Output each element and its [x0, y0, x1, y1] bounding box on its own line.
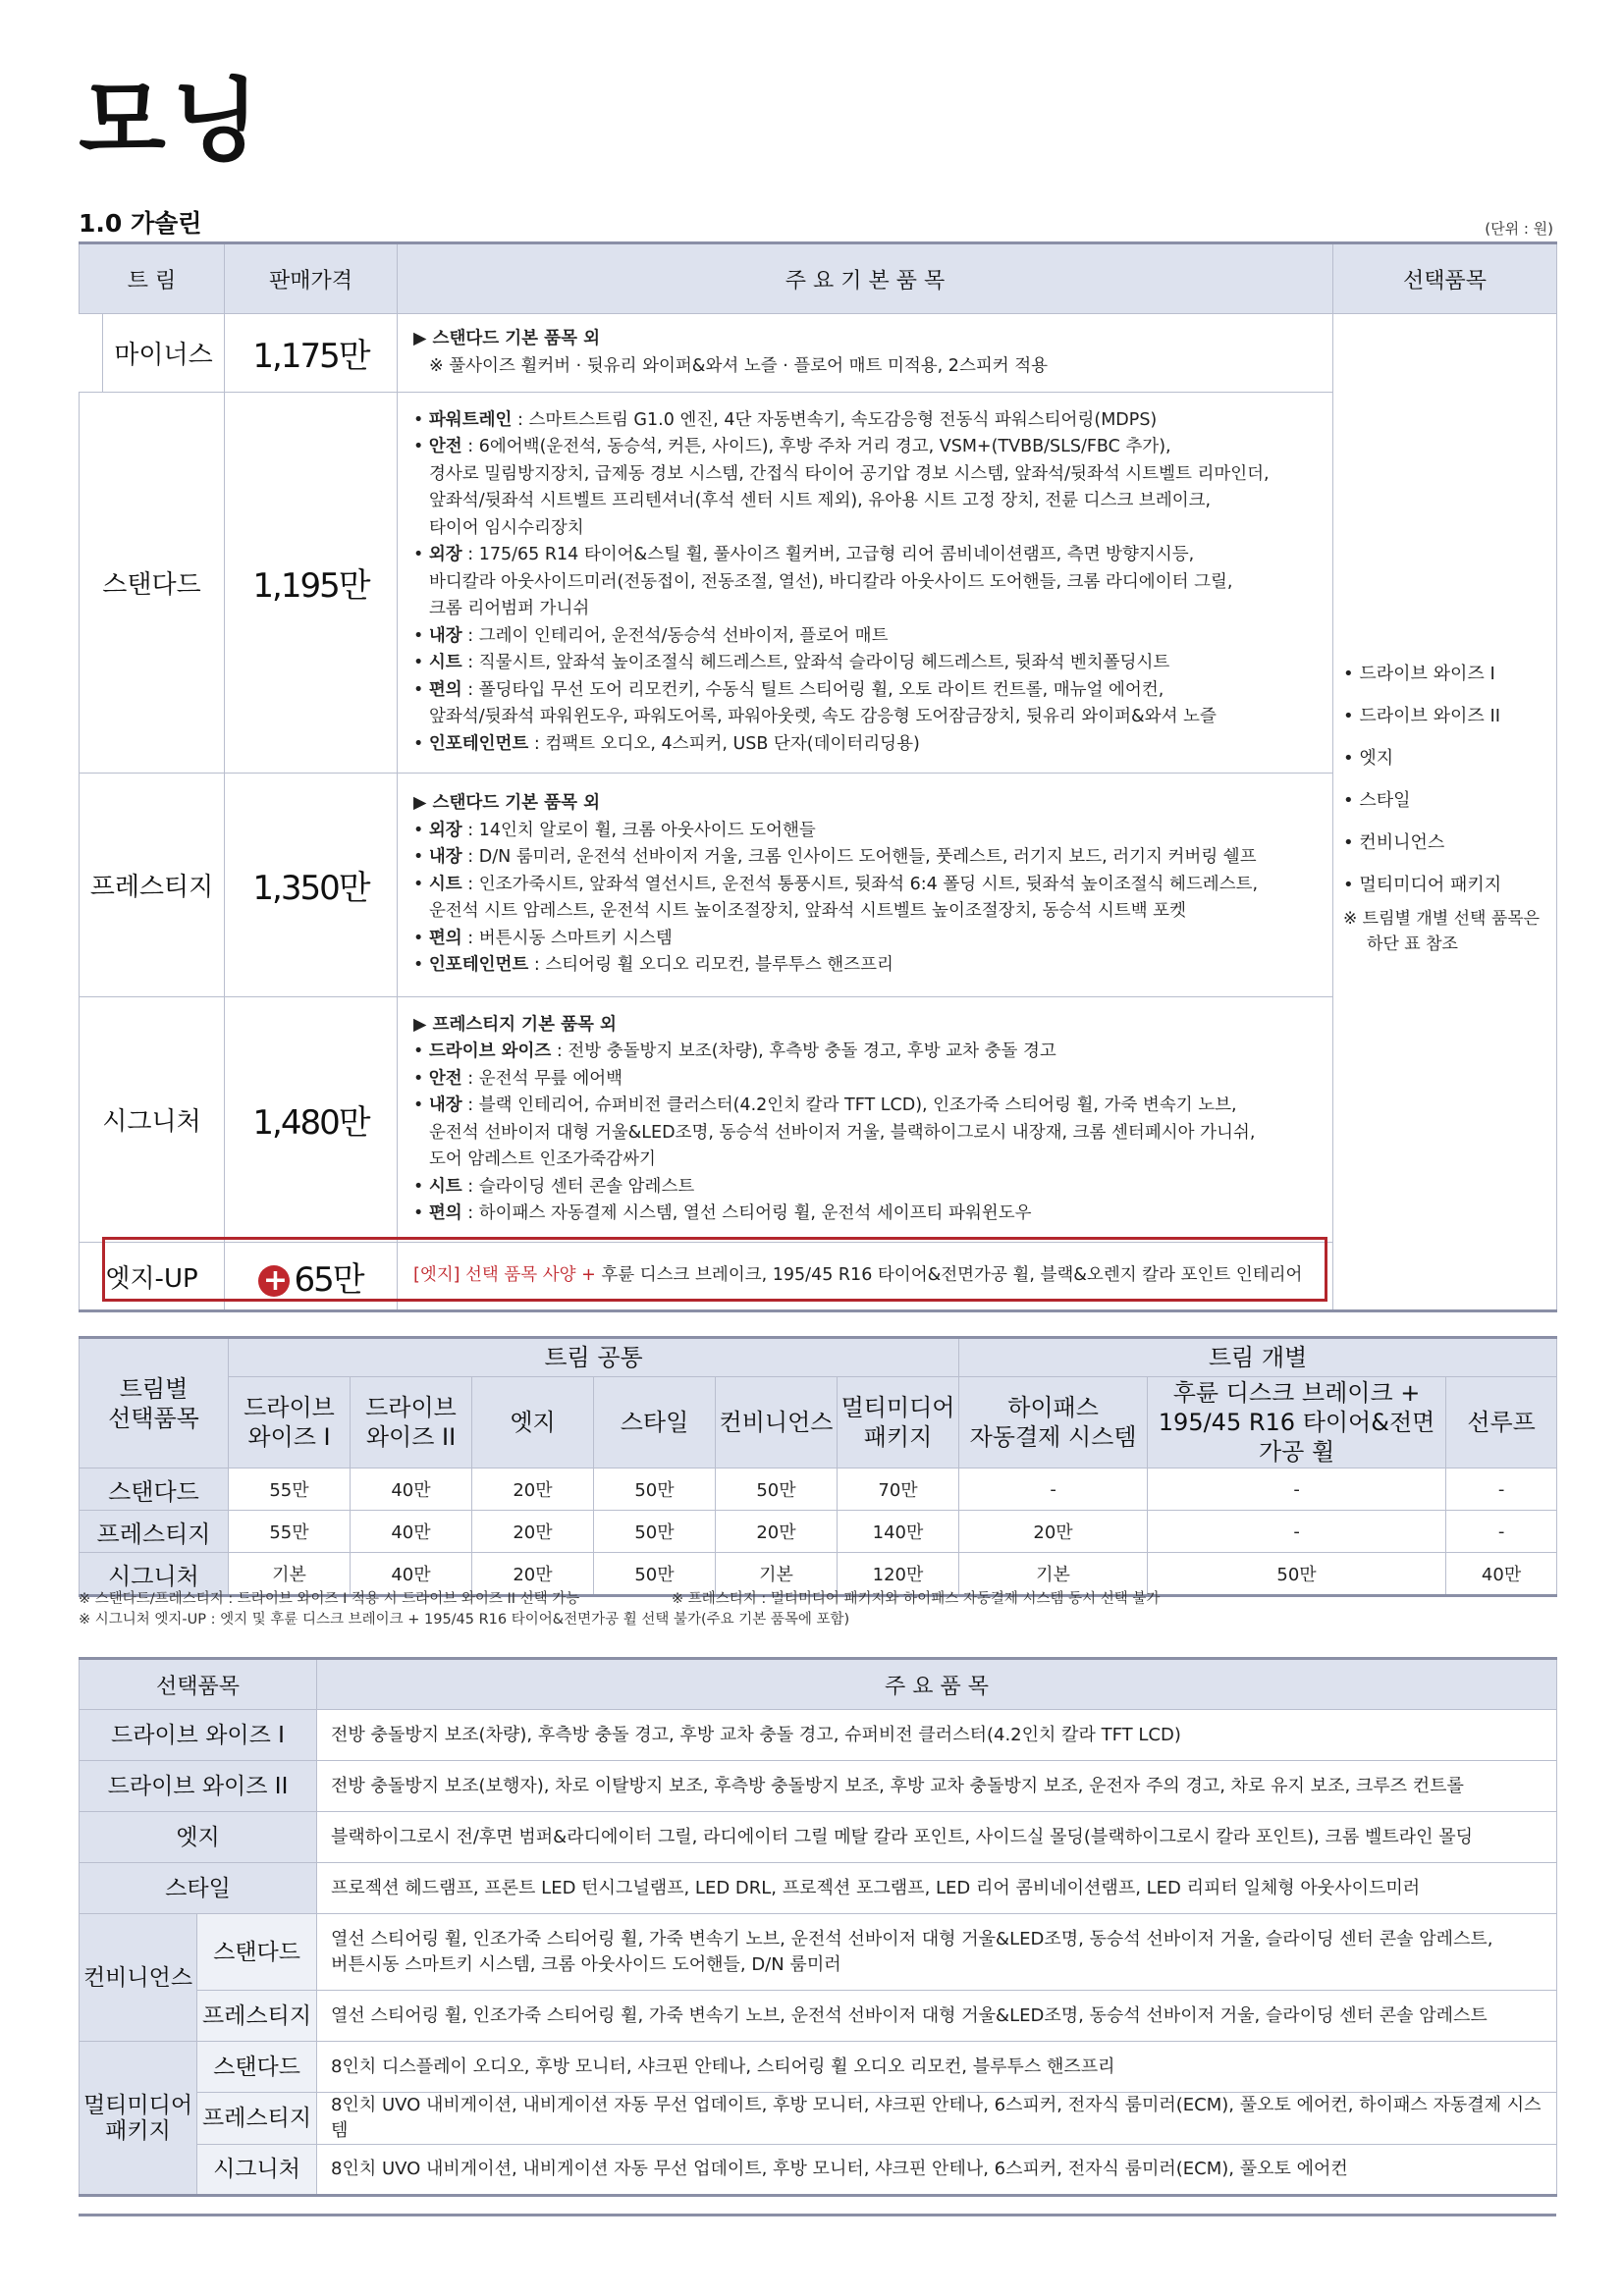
- detail-option-text: 8인치 UVO 내비게이션, 내비게이션 자동 무선 업데이트, 후방 모니터, 샤크핀 안테나, 6스피커, 전자식 룸미러(ECM), 풀오토 에어컨, 하이패스 자동결제 시스템: [317, 2093, 1557, 2145]
- option-price-cell: 20만: [959, 1511, 1148, 1553]
- detail-row: [80, 2093, 1557, 2145]
- detail-row: [80, 2145, 1557, 2196]
- feature-text: : D/N 룸미러, 운전석 선바이저 거울, 크롬 인사이드 도어핸들, 풋레스트, 러기지 보드, 러기지 커버링 쉘프: [461, 847, 1257, 868]
- option-price-cell: 40만: [1446, 1553, 1557, 1596]
- feature-line: [413, 1201, 1319, 1228]
- option-price-cell: 50만: [1148, 1553, 1446, 1596]
- footnote: ※ 프레스티지 : 멀티미디어 패키지와 하이패스 자동결제 시스템 동시 선택 불가: [672, 1591, 1161, 1607]
- option-price-cell: 50만: [716, 1468, 838, 1511]
- bullet-icon: •: [413, 1041, 429, 1061]
- feature-category: 편의: [428, 1203, 462, 1223]
- feature-line: [413, 844, 1319, 872]
- row-trim-name: 시그니처: [80, 1553, 229, 1596]
- detail-sub-trim: 스탠다드: [197, 2042, 317, 2093]
- feature-line: [413, 677, 1319, 705]
- option-price-cell: 40만: [351, 1511, 472, 1553]
- option-price-cell: 40만: [351, 1468, 472, 1511]
- option-column-header: 드라이브 와이즈 I: [229, 1377, 351, 1468]
- option-detail-table: [79, 1657, 1557, 2197]
- option-note: 하단 표 참조: [1367, 934, 1458, 954]
- option-price-cell: -: [1446, 1468, 1557, 1511]
- feature-line: 도어 암레스트 인조가죽감싸기: [429, 1149, 656, 1169]
- option-column-header: 컨비니언스: [716, 1377, 838, 1468]
- feature-line: 바디칼라 아웃사이드미러(전동접이, 전동조절, 열선), 바디칼라 아웃사이드 도어핸들, 크롬 라디에이터 그릴,: [429, 571, 1233, 592]
- bullet-icon: •: [413, 1068, 429, 1089]
- row-trim-name: 스탠다드: [80, 1468, 229, 1511]
- detail-sub-trim: 시그니처: [197, 2145, 317, 2196]
- option-price-cell: 20만: [716, 1511, 838, 1553]
- option-table-corner: 트림별 선택품목: [80, 1338, 229, 1468]
- trim-features: [398, 997, 1333, 1243]
- bullet-icon: •: [413, 733, 429, 754]
- feature-line: [413, 650, 1319, 677]
- feature-text: : 직물시트, 앞좌석 높이조절식 헤드레스트, 앞좌석 슬라이딩 헤드레스트, 뒷좌석 벤치폴딩시트: [461, 653, 1170, 673]
- edge-up-highlight: [102, 1237, 1327, 1302]
- option-column-header: 후륜 디스크 브레이크 + 195/45 R16 타이어&전면가공 휠: [1148, 1377, 1446, 1468]
- option-price-cell: 20만: [472, 1468, 594, 1511]
- feature-text: : 블랙 인테리어, 슈퍼비전 클러스터(4.2인치 칼라 TFT LCD), 인조가죽 스티어링 휠, 가죽 변속기 노브,: [461, 1095, 1237, 1115]
- detail-row: [80, 1863, 1557, 1914]
- feature-line: 앞좌석/뒷좌석 파워윈도우, 파워도어록, 파워아웃렛, 속도 감응형 도어잠금장치, 뒷유리 와이퍼&와셔 노즐: [429, 707, 1217, 727]
- option-item: • 스타일: [1343, 790, 1411, 811]
- bullet-icon: •: [413, 1176, 429, 1197]
- option-price-cell: 55만: [229, 1468, 351, 1511]
- feature-text: : 그레이 인테리어, 운전석/동승석 선바이저, 플로어 매트: [461, 625, 889, 646]
- detail-row: [80, 1710, 1557, 1761]
- page-title: 모닝: [79, 69, 265, 174]
- feature-category: 외장: [428, 820, 462, 840]
- feature-category: 시트: [428, 1176, 462, 1197]
- feature-line: [413, 818, 1319, 845]
- footnote: ※ 스탠다드/프레스티지 : 드라이브 와이즈 I 적용 시 드라이브 와이즈 II 선택 가능: [79, 1591, 580, 1607]
- engine-subtitle: 1.0 가솔린: [79, 209, 202, 238]
- feature-text: : 175/65 R14 타이어&스틸 휠, 풀사이즈 휠커버, 고급형 리어 콤비네이션램프, 측면 방향지시등,: [461, 545, 1195, 565]
- header-options: 선택품목: [1333, 243, 1557, 314]
- bullet-icon: •: [413, 679, 429, 700]
- feature-head: ▶ 스탠다드 기본 품목 외: [413, 329, 600, 348]
- option-price-cell: 40만: [351, 1553, 472, 1596]
- feature-text: : 슬라이딩 센터 콘솔 암레스트: [461, 1176, 695, 1197]
- footnote: ※ 시그니처 엣지-UP : 엣지 및 후륜 디스크 브레이크 + 195/45 R16 타이어&전면가공 휠 선택 불가(주요 기본 품목에 포함): [79, 1612, 850, 1628]
- feature-line: [413, 952, 1319, 980]
- bullet-icon: •: [413, 1095, 429, 1115]
- feature-category: 인포테인먼트: [428, 733, 529, 754]
- detail-option-text: 블랙하이그로시 전/후면 범퍼&라디에이터 그릴, 라디에이터 그릴 메탈 칼라 포인트, 사이드실 몰딩(블랙하이그로시 칼라 포인트), 크롬 벨트라인 몰딩: [317, 1812, 1557, 1863]
- feature-line: [413, 926, 1319, 953]
- option-price-cell: 기본: [229, 1553, 351, 1596]
- trim-price-table: [79, 241, 1557, 1312]
- feature-line: 크롬 리어범퍼 가니쉬: [429, 599, 590, 619]
- bullet-icon: •: [413, 409, 429, 430]
- feature-line: [413, 872, 1319, 899]
- feature-category: 인포테인먼트: [428, 955, 529, 976]
- bullet-icon: •: [413, 955, 429, 976]
- bullet-icon: •: [413, 847, 429, 868]
- feature-line: [413, 1093, 1319, 1120]
- unit-label: (단위 : 원): [1485, 220, 1553, 238]
- bullet-icon: •: [413, 437, 429, 457]
- plus-icon: +: [258, 1265, 290, 1297]
- trim-name: 프레스티지: [80, 774, 225, 997]
- option-column-header: 하이패스 자동결제 시스템: [959, 1377, 1148, 1468]
- detail-option-name: 드라이브 와이즈 II: [80, 1761, 317, 1812]
- detail-row: [80, 1761, 1557, 1812]
- header-features: 주 요 기 본 품 목: [398, 243, 1333, 314]
- detail-option-name: 엣지: [80, 1812, 317, 1863]
- header-price: 판매가격: [225, 243, 398, 314]
- option-column-header: 멀티미디어 패키지: [838, 1377, 959, 1468]
- edge-option-label: [엣지] 선택 품목 사양 +: [413, 1265, 596, 1286]
- detail-option-name: 컨비니언스: [80, 1914, 197, 2042]
- option-price-cell: 50만: [594, 1553, 716, 1596]
- option-price-cell: 55만: [229, 1511, 351, 1553]
- trim-features: [398, 774, 1333, 997]
- detail-option-text: 열선 스티어링 휠, 인조가죽 스티어링 휠, 가죽 변속기 노브, 운전석 선바이저 대형 거울&LED조명, 동승석 선바이저 거울, 슬라이딩 센터 콘솔 암레스트, 버튼시동 스마트키 시스템, 크롬 아웃사이드 도어핸들, D/N 룸미러: [317, 1914, 1557, 1991]
- trim-price: 1,350만: [225, 774, 398, 997]
- option-price-table: [79, 1336, 1557, 1597]
- feature-line: 타이어 임시수리장치: [429, 517, 584, 538]
- feature-category: 안전: [428, 1068, 462, 1089]
- detail-row: [80, 1991, 1557, 2042]
- feature-text: : 컴팩트 오디오, 4스피커, USB 단자(데이터리딩용): [528, 733, 920, 754]
- feature-line: 앞좌석/뒷좌석 시트벨트 프리텐셔너(후석 센터 시트 제외), 유아용 시트 고정 장치, 전륜 디스크 브레이크,: [429, 491, 1212, 511]
- option-item: • 드라이브 와이즈 II: [1343, 706, 1501, 726]
- edge-features: 후륜 디스크 브레이크, 195/45 R16 타이어&전면가공 휠, 블랙&오렌지 칼라 포인트 인테리어: [595, 1265, 1303, 1286]
- detail-option-text: 8인치 UVO 내비게이션, 내비게이션 자동 무선 업데이트, 후방 모니터, 샤크핀 안테나, 6스피커, 전자식 룸미러(ECM), 풀오토 에어컨: [317, 2145, 1557, 2196]
- detail-option-text: 전방 충돌방지 보조(보행자), 차로 이탈방지 보조, 후측방 충돌방지 보조, 후방 교차 충돌방지 보조, 운전자 주의 경고, 차로 유지 보조, 크루즈 컨트롤: [317, 1761, 1557, 1812]
- option-price-cell: 70만: [838, 1468, 959, 1511]
- feature-category: 안전: [428, 437, 462, 457]
- trim-name: 시그니처: [80, 997, 225, 1243]
- bullet-icon: •: [413, 653, 429, 673]
- option-item: • 멀티미디어 패키지: [1343, 875, 1502, 895]
- bottom-divider: [79, 2214, 1556, 2216]
- trim-name: 엣지-UP: [80, 1243, 225, 1311]
- option-column-header: 엣지: [472, 1377, 594, 1468]
- detail-sub-trim: 프레스티지: [197, 2093, 317, 2145]
- detail-option-name: 멀티미디어 패키지: [80, 2042, 197, 2196]
- feature-line: 운전석 시트 암레스트, 운전석 시트 높이조절장치, 앞좌석 시트벨트 높이조절장치, 동승석 시트백 포켓: [429, 901, 1186, 922]
- header-trim: 트 림: [80, 243, 225, 314]
- detail-header-option: 선택품목: [80, 1659, 317, 1710]
- bullet-icon: •: [413, 874, 429, 894]
- option-column-header: 선루프: [1446, 1377, 1557, 1468]
- feature-line: [413, 542, 1319, 569]
- feature-category: 외장: [428, 545, 462, 565]
- feature-category: 파워트레인: [428, 409, 513, 430]
- trim-features: [398, 393, 1333, 774]
- bullet-icon: •: [413, 820, 429, 840]
- group-individual: 트림 개별: [959, 1338, 1557, 1377]
- feature-line: [413, 1174, 1319, 1201]
- detail-row: [80, 2042, 1557, 2093]
- option-price-cell: 20만: [472, 1511, 594, 1553]
- feature-line: [413, 1066, 1319, 1094]
- trim-name: 스탠다드: [80, 393, 225, 774]
- option-price-row: [80, 1511, 1557, 1553]
- option-column-header: 드라이브 와이즈 II: [351, 1377, 472, 1468]
- edge-price: 65만: [294, 1259, 363, 1300]
- feature-text: : 하이패스 자동결제 시스템, 열선 스티어링 휠, 운전석 세이프티 파워윈도우: [461, 1203, 1032, 1223]
- feature-text: : 14인치 알로이 휠, 크롬 아웃사이드 도어핸들: [461, 820, 816, 840]
- option-price-cell: 기본: [716, 1553, 838, 1596]
- bullet-icon: •: [413, 625, 429, 646]
- trim-name: 마이너스: [103, 314, 225, 393]
- option-price-cell: -: [1148, 1511, 1446, 1553]
- feature-category: 드라이브 와이즈: [428, 1041, 552, 1061]
- detail-option-name: 드라이브 와이즈 I: [80, 1710, 317, 1761]
- detail-row: [80, 1914, 1557, 1991]
- row-trim-name: 프레스티지: [80, 1511, 229, 1553]
- option-list: [1333, 314, 1557, 1311]
- feature-line: 경사로 밀림방지장치, 급제동 경보 시스템, 간접식 타이어 공기압 경보 시스템, 앞좌석/뒷좌석 시트벨트 리마인더,: [429, 463, 1270, 484]
- feature-category: 내장: [428, 847, 462, 868]
- feature-category: 시트: [428, 653, 462, 673]
- feature-line: 운전석 선바이저 대형 거울&LED조명, 동승석 선바이저 거울, 블랙하이그로시 내장재, 크롬 센터페시아 가니쉬,: [429, 1122, 1256, 1143]
- feature-line: [413, 1039, 1319, 1066]
- detail-option-text: 전방 충돌방지 보조(차량), 후측방 충돌 경고, 후방 교차 충돌 경고, 슈퍼비전 클러스터(4.2인치 칼라 TFT LCD): [317, 1710, 1557, 1761]
- bullet-icon: •: [413, 545, 429, 565]
- option-price-cell: 50만: [594, 1511, 716, 1553]
- feature-category: 내장: [428, 1095, 462, 1115]
- feature-text: : 스티어링 휠 오디오 리모컨, 블루투스 핸즈프리: [528, 955, 893, 976]
- trim-price: 1,195만: [225, 393, 398, 774]
- option-price-cell: -: [1446, 1511, 1557, 1553]
- feature-category: 시트: [428, 874, 462, 894]
- group-common: 트림 공통: [229, 1338, 959, 1377]
- feature-line: [413, 623, 1319, 651]
- option-price-cell: 50만: [594, 1468, 716, 1511]
- bullet-icon: •: [413, 928, 429, 948]
- feature-text: : 스마트스트림 G1.0 엔진, 4단 자동변속기, 속도감응형 전동식 파워스티어링(MDPS): [512, 409, 1158, 430]
- feature-text: : 전방 충돌방지 보조(차량), 후측방 충돌 경고, 후방 교차 충돌 경고: [551, 1041, 1056, 1061]
- option-item: • 엣지: [1343, 748, 1394, 769]
- option-price-cell: 140만: [838, 1511, 959, 1553]
- feature-text: : 버튼시동 스마트키 시스템: [461, 928, 673, 948]
- feature-text: : 6에어백(운전석, 동승석, 커튼, 사이드), 후방 주차 거리 경고, VSM+(TVBB/SLS/FBC 추가),: [461, 437, 1171, 457]
- feature-head: ▶ 프레스티지 기본 품목 외: [413, 1014, 617, 1035]
- detail-sub-trim: 스탠다드: [197, 1914, 317, 1991]
- detail-option-text: 프로젝션 헤드램프, 프론트 LED 턴시그널램프, LED DRL, 프로젝션 포그램프, LED 리어 콤비네이션램프, LED 리피터 일체형 아웃사이드미러: [317, 1863, 1557, 1914]
- feature-text: : 인조가죽시트, 앞좌석 열선시트, 운전석 통풍시트, 뒷좌석 6:4 폴딩 시트, 뒷좌석 높이조절식 헤드레스트,: [461, 874, 1259, 894]
- option-item: • 컨비니언스: [1343, 832, 1445, 853]
- feature-line: [413, 731, 1319, 759]
- detail-sub-trim: 프레스티지: [197, 1991, 317, 2042]
- feature-head: ▶ 스탠다드 기본 품목 외: [413, 793, 600, 814]
- option-item: • 드라이브 와이즈 I: [1343, 664, 1495, 684]
- detail-option-text: 8인치 디스플레이 오디오, 후방 모니터, 샤크핀 안테나, 스티어링 휠 오디오 리모컨, 블루투스 핸즈프리: [317, 2042, 1557, 2093]
- trim-row-minus: [80, 314, 1557, 393]
- option-column-header: 스타일: [594, 1377, 716, 1468]
- feature-line: [413, 407, 1319, 435]
- option-price-cell: 120만: [838, 1553, 959, 1596]
- feature-category: 편의: [428, 679, 462, 700]
- feature-text: : 운전석 무릎 에어백: [461, 1068, 623, 1089]
- option-price-cell: -: [1148, 1468, 1446, 1511]
- trim-price: 1,175만: [225, 314, 398, 393]
- feature-note: ※ 풀사이즈 휠커버 · 뒷유리 와이퍼&와셔 노즐 · 플로어 매트 미적용, 2스피커 적용: [429, 355, 1049, 376]
- trim-features: [398, 314, 1333, 393]
- feature-category: 편의: [428, 928, 462, 948]
- trim-price: 1,480만: [225, 997, 398, 1243]
- detail-option-text: 열선 스티어링 휠, 인조가죽 스티어링 휠, 가죽 변속기 노브, 운전석 선바이저 대형 거울&LED조명, 동승석 선바이저 거울, 슬라이딩 센터 콘솔 암레스트: [317, 1991, 1557, 2042]
- option-price-row: [80, 1468, 1557, 1511]
- bullet-icon: •: [413, 1203, 429, 1223]
- detail-header-items: 주 요 품 목: [317, 1659, 1557, 1710]
- detail-row: [80, 1812, 1557, 1863]
- feature-line: [413, 434, 1319, 461]
- option-price-cell: 기본: [959, 1553, 1148, 1596]
- option-note: ※ 트림별 개별 선택 품목은: [1343, 909, 1541, 929]
- detail-option-name: 스타일: [80, 1863, 317, 1914]
- feature-text: : 폴딩타입 무선 도어 리모컨키, 수동식 틸트 스티어링 휠, 오토 라이트 컨트롤, 매뉴얼 에어컨,: [461, 679, 1164, 700]
- option-price-cell: -: [959, 1468, 1148, 1511]
- feature-category: 내장: [428, 625, 462, 646]
- option-price-cell: 20만: [472, 1553, 594, 1596]
